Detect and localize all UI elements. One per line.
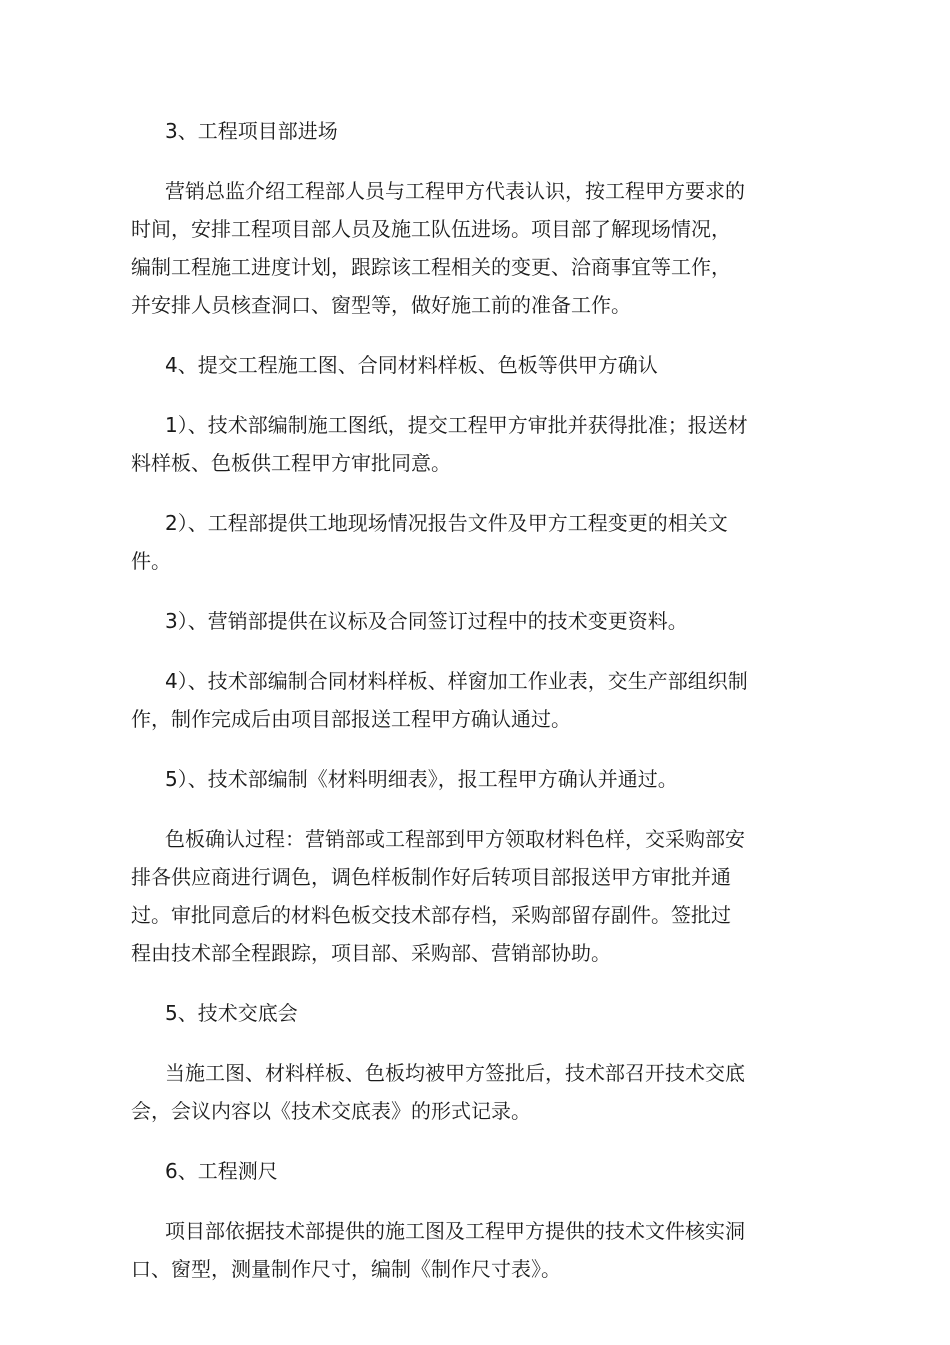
text-line: 4）、技术部编制合同材料样板、样窗加工作业表，交生产部组织制 <box>165 669 748 693</box>
paragraph <box>131 1054 781 1130</box>
text-line: 并安排人员核查洞口、窗型等，做好施工前的准备工作。 <box>131 293 631 317</box>
section-heading <box>131 346 781 384</box>
text-line: 6、工程测尺 <box>165 1159 278 1183</box>
paragraph <box>131 760 781 798</box>
text-line: 时间，安排工程项目部人员及施工队伍进场。项目部了解现场情况， <box>131 217 731 241</box>
text-line: 营销总监介绍工程部人员与工程甲方代表认识，按工程甲方要求的 <box>165 179 745 203</box>
text-line: 4、提交工程施工图、合同材料样板、色板等供甲方确认 <box>165 353 658 377</box>
text-line: 编制工程施工进度计划，跟踪该工程相关的变更、洽商事宜等工作， <box>131 255 731 279</box>
text-line: 排各供应商进行调色，调色样板制作好后转项目部报送甲方审批并通 <box>131 865 731 889</box>
text-line: 作，制作完成后由项目部报送工程甲方确认通过。 <box>131 707 571 731</box>
text-line: 2）、工程部提供工地现场情况报告文件及甲方工程变更的相关文 <box>165 511 728 535</box>
text-line: 3）、营销部提供在议标及合同签订过程中的技术变更资料。 <box>165 609 688 633</box>
text-line: 口、窗型，测量制作尺寸，编制《制作尺寸表》。 <box>131 1257 561 1281</box>
paragraph <box>131 662 781 738</box>
text-line: 当施工图、材料样板、色板均被甲方签批后，技术部召开技术交底 <box>165 1061 745 1085</box>
section-heading <box>131 994 781 1032</box>
text-line: 1）、技术部编制施工图纸，提交工程甲方审批并获得批准；报送材 <box>165 413 748 437</box>
text-line: 程由技术部全程跟踪，项目部、采购部、营销部协助。 <box>131 941 611 965</box>
text-line: 过。审批同意后的材料色板交技术部存档，采购部留存副件。签批过 <box>131 903 731 927</box>
paragraph <box>131 406 781 482</box>
text-line: 5）、技术部编制《材料明细表》，报工程甲方确认并通过。 <box>165 767 678 791</box>
paragraph <box>131 602 781 640</box>
document-body <box>131 112 781 1310</box>
section-heading <box>131 112 781 150</box>
text-line: 项目部依据技术部提供的施工图及工程甲方提供的技术文件核实洞 <box>165 1219 745 1243</box>
paragraph <box>131 1212 781 1288</box>
paragraph <box>131 172 781 324</box>
section-heading <box>131 1152 781 1190</box>
text-line: 色板确认过程：营销部或工程部到甲方领取材料色样，交采购部安 <box>165 827 745 851</box>
text-line: 3、工程项目部进场 <box>165 119 338 143</box>
text-line: 料样板、色板供工程甲方审批同意。 <box>131 451 451 475</box>
paragraph <box>131 820 781 972</box>
paragraph <box>131 504 781 580</box>
text-line: 会，会议内容以《技术交底表》的形式记录。 <box>131 1099 531 1123</box>
text-line: 5、技术交底会 <box>165 1001 298 1025</box>
text-line: 件。 <box>131 549 171 573</box>
